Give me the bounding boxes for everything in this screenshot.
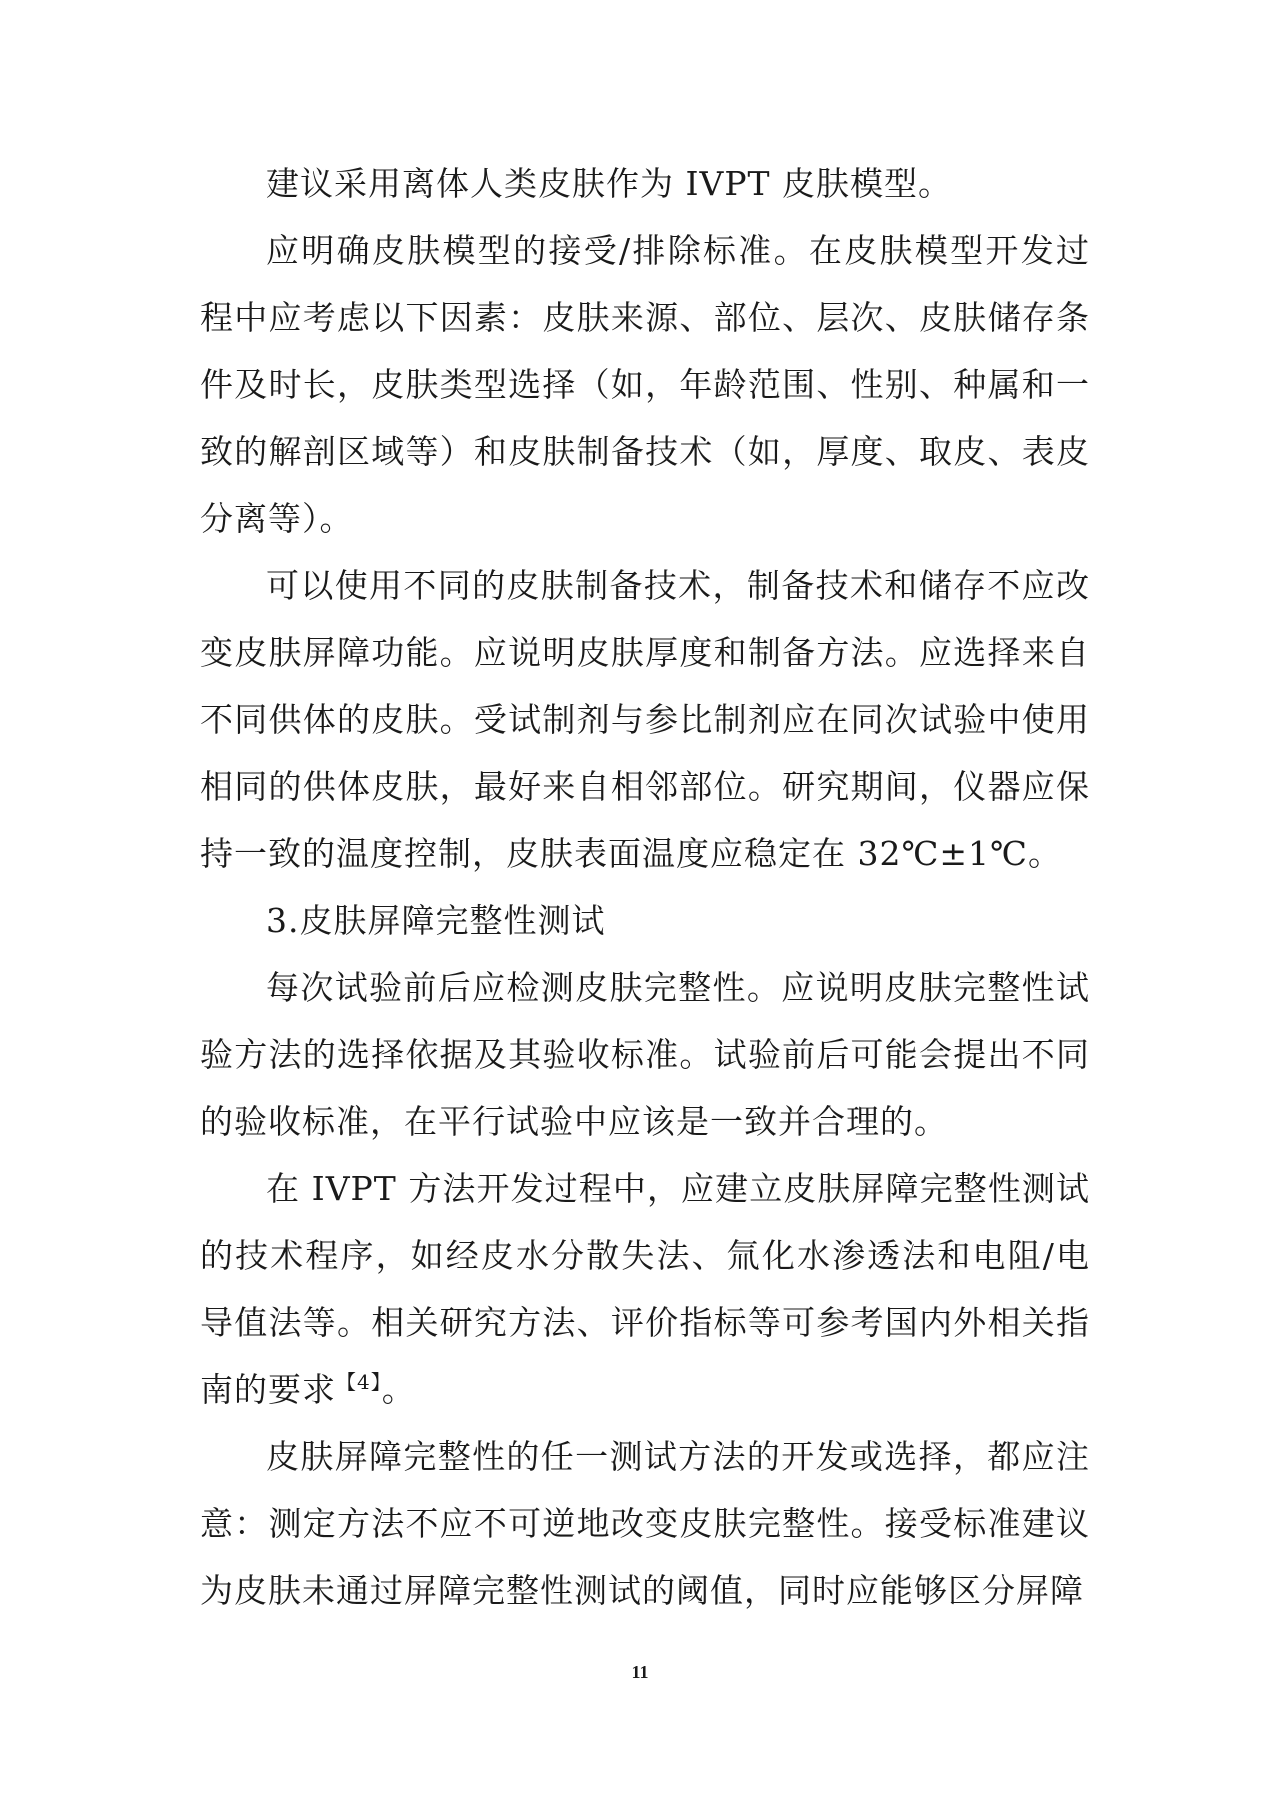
paragraph-ivpt-procedures xyxy=(200,1155,1090,1423)
paragraph-ivpt-procedures-tail: 。 xyxy=(381,1370,416,1409)
section-heading-barrier-integrity: 3.皮肤屏障完整性测试 xyxy=(266,901,606,940)
paragraph-acceptance-criteria: 应明确皮肤模型的接受/排除标准。在皮肤模型开发过程中应考虑以下因素：皮肤来源、部位、层次、皮肤储存条件及时长，皮肤类型选择（如，年龄范围、性别、种属和一致的解剖区域等）和皮肤制备技术（如，厚度、取皮、表皮分离等）。 xyxy=(200,231,1090,538)
reference-marker: 【4】 xyxy=(336,1370,382,1394)
paragraph-skin-preparation: 可以使用不同的皮肤制备技术，制备技术和储存不应改变皮肤屏障功能。应说明皮肤厚度和制备方法。应选择来自不同供体的皮肤。受试制剂与参比制剂应在同次试验中使用相同的供体皮肤，最好来自相邻部位。研究期间，仪器应保持一致的温度控制，皮肤表面温度应稳定在 32℃±1℃。 xyxy=(200,566,1090,873)
paragraph-ivpt-procedures-text: 在 IVPT 方法开发过程中，应建立皮肤屏障完整性测试的技术程序，如经皮水分散失法、氚化水渗透法和电阻/电导值法等。相关研究方法、评价指标等可参考国内外相关指南的要求 xyxy=(200,1169,1090,1409)
document-body xyxy=(200,150,1090,1624)
paragraph-integrity-check: 每次试验前后应检测皮肤完整性。应说明皮肤完整性试验方法的选择依据及其验收标准。试验前后可能会提出不同的验收标准，在平行试验中应该是一致并合理的。 xyxy=(200,968,1090,1141)
page-number: 11 xyxy=(631,1662,649,1682)
paragraph-skin-model-recommendation: 建议采用离体人类皮肤作为 IVPT 皮肤模型。 xyxy=(266,164,953,203)
paragraph-test-method-notes: 皮肤屏障完整性的任一测试方法的开发或选择，都应注意：测定方法不应不可逆地改变皮肤完整性。接受标准建议为皮肤未通过屏障完整性测试的阈值，同时应能够区分屏障 xyxy=(200,1437,1090,1610)
